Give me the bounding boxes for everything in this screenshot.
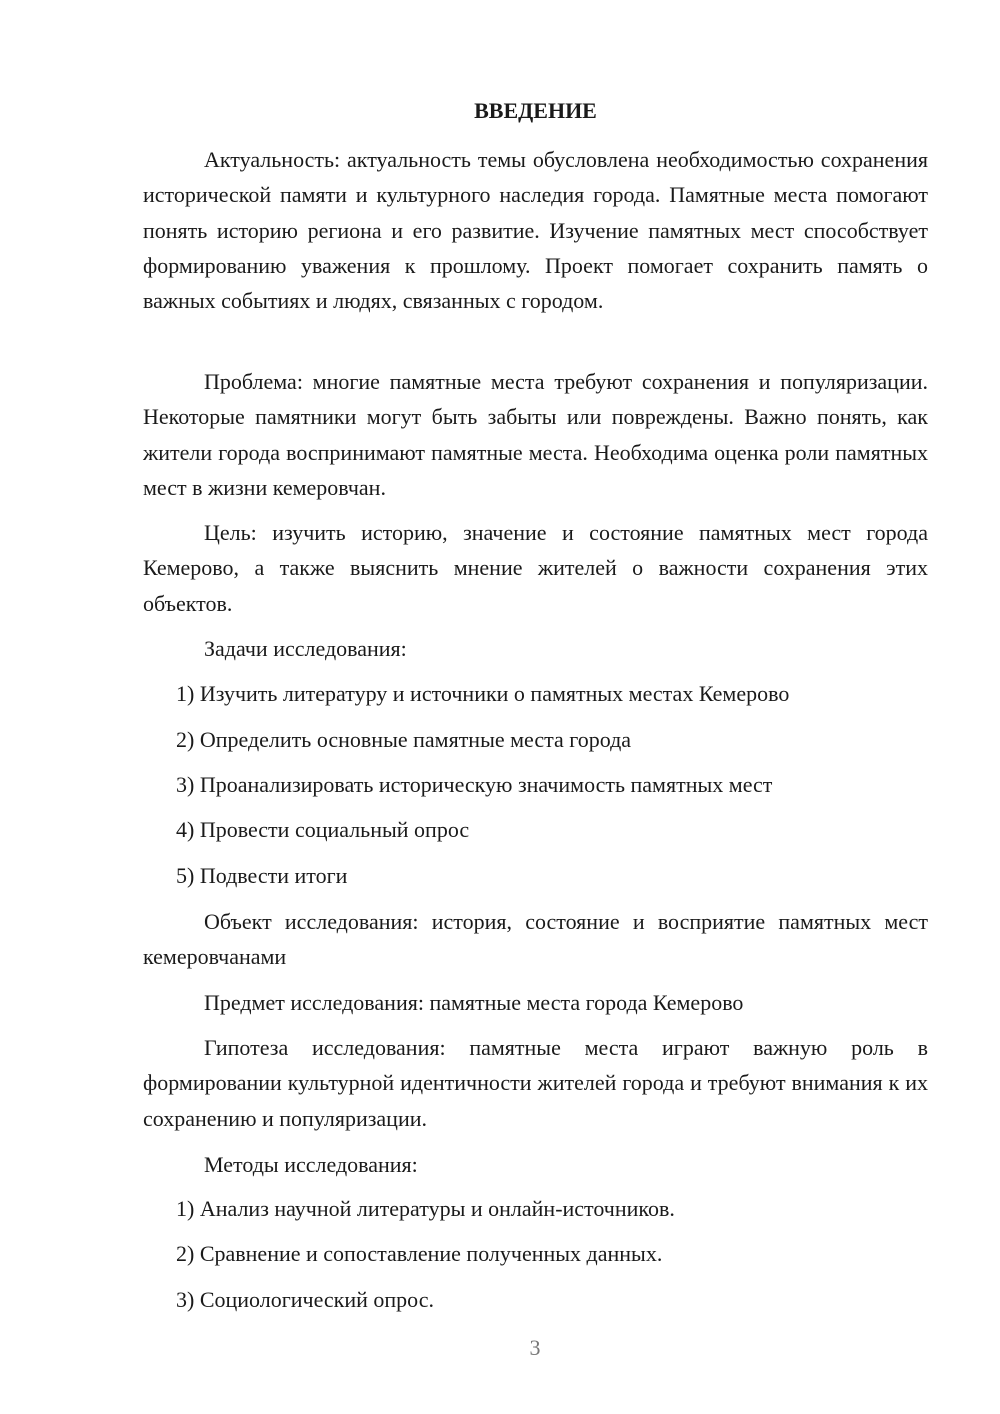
tasks-heading: Задачи исследования: [204,636,407,661]
page-number: 3 [529,1335,541,1360]
task-item: 5) Подвести итоги [176,863,348,888]
subject-paragraph: Предмет исследования: памятные места города Кемерово [204,990,744,1015]
task-item: 2) Определить основные памятные места города [176,727,632,752]
object-paragraph: Объект исследования: история, состояние и восприятие памятных мест кемеровчанами [143,909,928,970]
problem-paragraph: Проблема: многие памятные места требуют сохранения и популяризации. Некоторые памятники могут быть забыты или повреждены. Важно понять, как жители города воспринимают памятные места. Необходима оценка роли памятных мест в жизни кемеровчан. [143,369,928,500]
hypothesis-paragraph: Гипотеза исследования: памятные места играют важную роль в формировании культурной идентичности жителей города и требуют внимания к их сохранению и популяризации. [143,1035,928,1131]
method-item: 2) Сравнение и сопоставление полученных данных. [176,1241,663,1266]
relevance-paragraph: Актуальность: актуальность темы обусловлена необходимостью сохранения исторической памяти и культурного наследия города. Памятные места помогают понять историю региона и его развитие. Изучение памятных мест способствует формированию уважения к прошлому. Проект помогает сохранить память о важных событиях и людях, связанных с городом. [143,147,928,314]
page-title: ВВЕДЕНИЕ [474,98,597,123]
method-item: 3) Социологический опрос. [176,1287,434,1312]
methods-heading: Методы исследования: [204,1152,418,1177]
goal-paragraph: Цель: изучить историю, значение и состояние памятных мест города Кемерово, а также выяснить мнение жителей о важности сохранения этих объектов. [143,520,928,616]
task-item: 1) Изучить литературу и источники о памятных местах Кемерово [176,681,790,706]
task-item: 3) Проанализировать историческую значимость памятных мест [176,772,773,797]
method-item: 1) Анализ научной литературы и онлайн-источников. [176,1196,675,1221]
task-item: 4) Провести социальный опрос [176,817,470,842]
